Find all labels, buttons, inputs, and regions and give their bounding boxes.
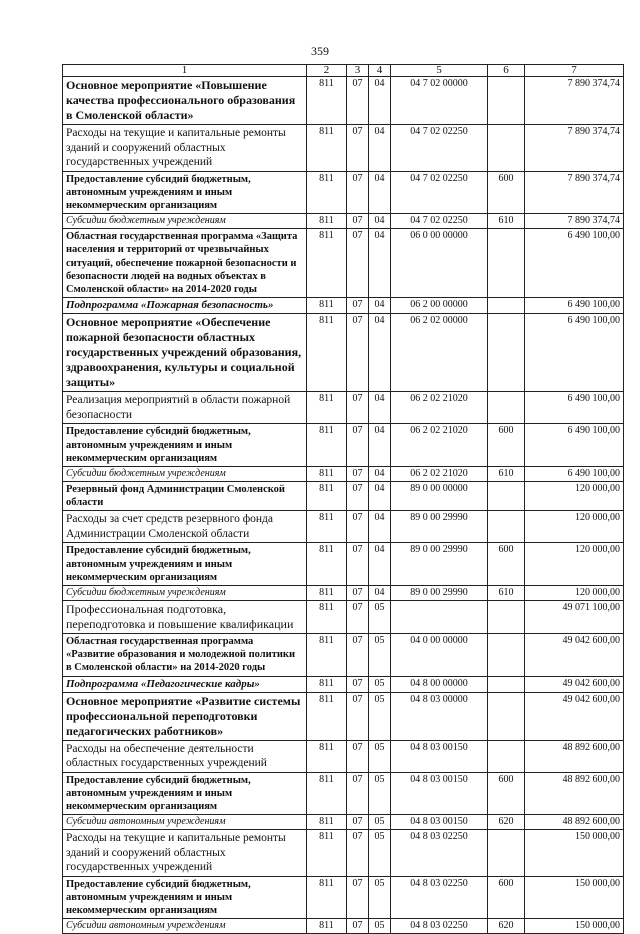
cell-target-article-code: 04 8 03 02250 [391, 830, 488, 877]
table-row [63, 543, 624, 586]
cell-ministry-code: 811 [307, 392, 347, 424]
cell-section-code: 07 [347, 876, 369, 919]
table-row [63, 77, 624, 125]
cell-amount: 120 000,00 [525, 511, 624, 543]
table-row [63, 511, 624, 543]
cell-target-article-code: 04 8 03 00150 [391, 815, 488, 830]
cell-target-article-code: 89 0 00 29990 [391, 585, 488, 600]
cell-amount: 48 892 600,00 [525, 815, 624, 830]
cell-subsection-code: 04 [369, 585, 391, 600]
cell-ministry-code: 811 [307, 815, 347, 830]
cell-target-article-code: 04 7 02 02250 [391, 214, 488, 229]
cell-row-name: Предоставление субсидий бюджетным, автономным учреждениям и иным некоммерческим организациям [63, 424, 307, 467]
cell-expense-type-code [488, 481, 525, 510]
cell-row-name: Расходы на текущие и капитальные ремонты зданий и сооружений областных государственных учреждений [63, 830, 307, 877]
cell-section-code: 07 [347, 77, 369, 125]
table-row [63, 830, 624, 877]
cell-amount: 120 000,00 [525, 481, 624, 510]
cell-section-code: 07 [347, 919, 369, 934]
cell-row-name: Субсидии автономным учреждениям [63, 815, 307, 830]
cell-expense-type-code: 610 [488, 585, 525, 600]
cell-ministry-code: 811 [307, 676, 347, 692]
cell-expense-type-code: 600 [488, 543, 525, 586]
cell-section-code: 07 [347, 815, 369, 830]
cell-section-code: 07 [347, 692, 369, 740]
cell-target-article-code: 04 8 03 00000 [391, 692, 488, 740]
cell-amount: 6 490 100,00 [525, 229, 624, 298]
cell-subsection-code: 04 [369, 392, 391, 424]
cell-target-article-code: 89 0 00 00000 [391, 481, 488, 510]
column-header: 1 [63, 65, 307, 77]
cell-section-code: 07 [347, 314, 369, 392]
cell-ministry-code: 811 [307, 314, 347, 392]
table-row [63, 772, 624, 815]
cell-ministry-code: 811 [307, 77, 347, 125]
table-row [63, 314, 624, 392]
cell-subsection-code: 05 [369, 600, 391, 633]
table-row [63, 633, 624, 676]
cell-target-article-code: 06 2 02 21020 [391, 466, 488, 481]
cell-subsection-code: 04 [369, 466, 391, 481]
cell-expense-type-code [488, 740, 525, 772]
cell-expense-type-code [488, 392, 525, 424]
cell-ministry-code: 811 [307, 543, 347, 586]
cell-subsection-code: 04 [369, 511, 391, 543]
cell-target-article-code: 04 7 02 02250 [391, 171, 488, 214]
cell-amount: 120 000,00 [525, 585, 624, 600]
table-row [63, 392, 624, 424]
cell-section-code: 07 [347, 392, 369, 424]
cell-expense-type-code [488, 633, 525, 676]
cell-row-name: Субсидии автономным учреждениям [63, 919, 307, 934]
cell-ministry-code: 811 [307, 585, 347, 600]
cell-section-code: 07 [347, 600, 369, 633]
table-row [63, 876, 624, 919]
cell-ministry-code: 811 [307, 511, 347, 543]
cell-row-name: Подпрограмма «Педагогические кадры» [63, 676, 307, 692]
cell-section-code: 07 [347, 511, 369, 543]
cell-amount: 7 890 374,74 [525, 171, 624, 214]
table-row [63, 424, 624, 467]
cell-target-article-code: 04 0 00 00000 [391, 633, 488, 676]
cell-section-code: 07 [347, 214, 369, 229]
cell-section-code: 07 [347, 424, 369, 467]
cell-amount: 7 890 374,74 [525, 125, 624, 172]
cell-ministry-code: 811 [307, 298, 347, 314]
cell-section-code: 07 [347, 585, 369, 600]
column-header: 2 [307, 65, 347, 77]
cell-target-article-code: 06 2 02 21020 [391, 424, 488, 467]
table-header-row [63, 65, 624, 77]
cell-subsection-code: 05 [369, 740, 391, 772]
cell-row-name: Предоставление субсидий бюджетным, автономным учреждениям и иным некоммерческим организациям [63, 171, 307, 214]
cell-section-code: 07 [347, 481, 369, 510]
cell-row-name: Основное мероприятие «Обеспечение пожарной безопасности областных государственных учреждений образования, здравоохранения, культуры и социальной защиты» [63, 314, 307, 392]
cell-target-article-code: 89 0 00 29990 [391, 511, 488, 543]
cell-target-article-code: 89 0 00 29990 [391, 543, 488, 586]
cell-row-name: Резервный фонд Администрации Смоленской области [63, 481, 307, 510]
cell-target-article-code: 04 8 03 00150 [391, 740, 488, 772]
cell-expense-type-code [488, 511, 525, 543]
cell-row-name: Субсидии бюджетным учреждениям [63, 585, 307, 600]
cell-section-code: 07 [347, 830, 369, 877]
cell-amount: 150 000,00 [525, 876, 624, 919]
cell-row-name: Основное мероприятие «Развитие системы профессиональной переподготовки педагогических работников» [63, 692, 307, 740]
column-header: 4 [369, 65, 391, 77]
cell-row-name: Субсидии бюджетным учреждениям [63, 214, 307, 229]
cell-section-code: 07 [347, 171, 369, 214]
cell-amount: 49 042 600,00 [525, 692, 624, 740]
cell-row-name: Расходы за счет средств резервного фонда Администрации Смоленской области [63, 511, 307, 543]
table-row [63, 815, 624, 830]
cell-subsection-code: 05 [369, 772, 391, 815]
column-header: 3 [347, 65, 369, 77]
cell-subsection-code: 04 [369, 125, 391, 172]
cell-row-name: Профессиональная подготовка, переподготовка и повышение квалификации [63, 600, 307, 633]
table-row [63, 466, 624, 481]
cell-amount: 6 490 100,00 [525, 392, 624, 424]
cell-subsection-code: 04 [369, 229, 391, 298]
page-number: 359 [311, 44, 329, 58]
cell-amount: 49 042 600,00 [525, 676, 624, 692]
table-row [63, 171, 624, 214]
column-header: 7 [525, 65, 624, 77]
cell-amount: 120 000,00 [525, 543, 624, 586]
cell-amount: 48 892 600,00 [525, 772, 624, 815]
cell-subsection-code: 05 [369, 815, 391, 830]
cell-subsection-code: 04 [369, 214, 391, 229]
cell-amount: 150 000,00 [525, 830, 624, 877]
cell-section-code: 07 [347, 543, 369, 586]
cell-target-article-code: 04 7 02 02250 [391, 125, 488, 172]
cell-section-code: 07 [347, 772, 369, 815]
cell-expense-type-code [488, 77, 525, 125]
table-row [63, 692, 624, 740]
cell-expense-type-code: 600 [488, 424, 525, 467]
cell-ministry-code: 811 [307, 600, 347, 633]
cell-expense-type-code: 610 [488, 214, 525, 229]
cell-target-article-code: 04 7 02 00000 [391, 77, 488, 125]
cell-expense-type-code: 600 [488, 772, 525, 815]
cell-subsection-code: 05 [369, 633, 391, 676]
cell-section-code: 07 [347, 676, 369, 692]
table-row [63, 298, 624, 314]
cell-ministry-code: 811 [307, 481, 347, 510]
cell-subsection-code: 05 [369, 692, 391, 740]
table-row [63, 919, 624, 934]
cell-amount: 6 490 100,00 [525, 314, 624, 392]
cell-expense-type-code [488, 298, 525, 314]
cell-section-code: 07 [347, 229, 369, 298]
column-header: 6 [488, 65, 525, 77]
table-row [63, 585, 624, 600]
table-row [63, 214, 624, 229]
cell-amount: 48 892 600,00 [525, 740, 624, 772]
cell-amount: 6 490 100,00 [525, 424, 624, 467]
cell-subsection-code: 04 [369, 481, 391, 510]
cell-expense-type-code: 620 [488, 919, 525, 934]
cell-ministry-code: 811 [307, 214, 347, 229]
cell-row-name: Расходы на текущие и капитальные ремонты зданий и сооружений областных государственных учреждений [63, 125, 307, 172]
cell-target-article-code: 04 8 00 00000 [391, 676, 488, 692]
cell-target-article-code: 04 8 03 02250 [391, 876, 488, 919]
cell-row-name: Реализация мероприятий в области пожарной безопасности [63, 392, 307, 424]
cell-expense-type-code [488, 125, 525, 172]
cell-subsection-code: 05 [369, 676, 391, 692]
cell-expense-type-code [488, 314, 525, 392]
cell-subsection-code: 04 [369, 543, 391, 586]
cell-expense-type-code [488, 676, 525, 692]
cell-row-name: Предоставление субсидий бюджетным, автономным учреждениям и иным некоммерческим организациям [63, 543, 307, 586]
cell-row-name: Предоставление субсидий бюджетным, автономным учреждениям и иным некоммерческим организациям [63, 772, 307, 815]
cell-target-article-code: 06 2 00 00000 [391, 298, 488, 314]
cell-section-code: 07 [347, 125, 369, 172]
cell-ministry-code: 811 [307, 171, 347, 214]
cell-row-name: Расходы на обеспечение деятельности областных государственных учреждений [63, 740, 307, 772]
cell-subsection-code: 04 [369, 77, 391, 125]
cell-subsection-code: 05 [369, 876, 391, 919]
cell-section-code: 07 [347, 633, 369, 676]
cell-section-code: 07 [347, 466, 369, 481]
cell-target-article-code: 04 8 03 00150 [391, 772, 488, 815]
cell-amount: 7 890 374,74 [525, 77, 624, 125]
cell-amount: 49 042 600,00 [525, 633, 624, 676]
cell-subsection-code: 04 [369, 298, 391, 314]
cell-expense-type-code: 600 [488, 171, 525, 214]
table-row [63, 125, 624, 172]
cell-ministry-code: 811 [307, 830, 347, 877]
cell-expense-type-code [488, 830, 525, 877]
cell-subsection-code: 04 [369, 171, 391, 214]
cell-expense-type-code: 600 [488, 876, 525, 919]
table-row [63, 229, 624, 298]
cell-row-name: Областная государственная программа «Защита населения и территорий от чрезвычайных ситуаций, обеспечение пожарной безопасности и безопасности людей на водных объектах в Смоленской области» на 2014-2020 годы [63, 229, 307, 298]
cell-amount: 49 071 100,00 [525, 600, 624, 633]
table-row [63, 740, 624, 772]
cell-ministry-code: 811 [307, 692, 347, 740]
cell-subsection-code: 05 [369, 830, 391, 877]
cell-ministry-code: 811 [307, 229, 347, 298]
cell-ministry-code: 811 [307, 876, 347, 919]
cell-section-code: 07 [347, 298, 369, 314]
cell-expense-type-code: 620 [488, 815, 525, 830]
cell-target-article-code: 04 8 03 02250 [391, 919, 488, 934]
cell-expense-type-code [488, 600, 525, 633]
cell-target-article-code: 06 0 00 00000 [391, 229, 488, 298]
cell-ministry-code: 811 [307, 633, 347, 676]
cell-section-code: 07 [347, 740, 369, 772]
cell-target-article-code: 06 2 02 00000 [391, 314, 488, 392]
table-row [63, 600, 624, 633]
cell-subsection-code: 04 [369, 314, 391, 392]
column-header: 5 [391, 65, 488, 77]
cell-row-name: Субсидии бюджетным учреждениям [63, 466, 307, 481]
cell-ministry-code: 811 [307, 466, 347, 481]
table-row [63, 676, 624, 692]
cell-row-name: Основное мероприятие «Повышение качества профессионального образования в Смоленской области» [63, 77, 307, 125]
cell-ministry-code: 811 [307, 125, 347, 172]
cell-amount: 6 490 100,00 [525, 298, 624, 314]
cell-subsection-code: 04 [369, 424, 391, 467]
table-row [63, 481, 624, 510]
cell-amount: 7 890 374,74 [525, 214, 624, 229]
cell-row-name: Предоставление субсидий бюджетным, автономным учреждениям и иным некоммерческим организациям [63, 876, 307, 919]
cell-subsection-code: 05 [369, 919, 391, 934]
cell-target-article-code [391, 600, 488, 633]
cell-row-name: Областная государственная программа «Развитие образования и молодежной политики в Смоленской области» на 2014-2020 годы [63, 633, 307, 676]
cell-amount: 150 000,00 [525, 919, 624, 934]
cell-expense-type-code [488, 692, 525, 740]
cell-target-article-code: 06 2 02 21020 [391, 392, 488, 424]
cell-expense-type-code: 610 [488, 466, 525, 481]
cell-ministry-code: 811 [307, 919, 347, 934]
cell-ministry-code: 811 [307, 740, 347, 772]
cell-amount: 6 490 100,00 [525, 466, 624, 481]
cell-expense-type-code [488, 229, 525, 298]
budget-table [62, 64, 624, 934]
cell-ministry-code: 811 [307, 772, 347, 815]
cell-ministry-code: 811 [307, 424, 347, 467]
cell-row-name: Подпрограмма «Пожарная безопасность» [63, 298, 307, 314]
